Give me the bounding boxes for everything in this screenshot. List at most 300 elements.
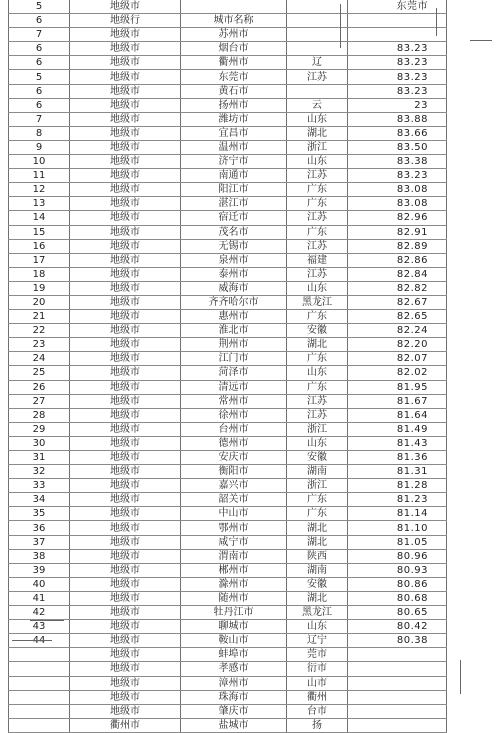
cell-city: 常州市 xyxy=(181,394,287,408)
cell-type: 地级市 xyxy=(70,479,181,493)
cell-rank: 12 xyxy=(9,183,70,197)
cell-city: 苏州市 xyxy=(181,28,287,42)
cell-city: 嘉兴市 xyxy=(181,479,287,493)
cell-province: 江苏 xyxy=(287,211,348,225)
table-row xyxy=(9,324,447,338)
cell-province: 浙江 xyxy=(287,479,348,493)
cell-rank: 17 xyxy=(9,253,70,267)
cell-type: 地级市 xyxy=(70,324,181,338)
cell-rank: 8 xyxy=(9,126,70,140)
cell-type: 地级市 xyxy=(70,225,181,239)
cell-rank xyxy=(9,718,70,732)
cell-rank: 21 xyxy=(9,310,70,324)
cell-province: 湖北 xyxy=(287,535,348,549)
cell-province: 山市 xyxy=(287,676,348,690)
cell-province: 江苏 xyxy=(287,408,348,422)
cell-score: 83.88 xyxy=(348,112,447,126)
cell-rank: 16 xyxy=(9,239,70,253)
cell-type: 衢州市 xyxy=(70,718,181,732)
cell-city: 盐城市 xyxy=(181,718,287,732)
cell-rank: 30 xyxy=(9,436,70,450)
table-row xyxy=(9,535,447,549)
table-row xyxy=(9,253,447,267)
cell-type: 地级市 xyxy=(70,169,181,183)
cell-city: 渭南市 xyxy=(181,549,287,563)
cell-city: 随州市 xyxy=(181,591,287,605)
table-row xyxy=(9,549,447,563)
cell-type: 地级市 xyxy=(70,140,181,154)
cell-score: 83.38 xyxy=(348,155,447,169)
cell-rank: 6 xyxy=(9,84,70,98)
cell-type: 地级市 xyxy=(70,380,181,394)
cell-province: 广东 xyxy=(287,380,348,394)
cell-province: 莞市 xyxy=(287,648,348,662)
cell-province: 山东 xyxy=(287,620,348,634)
table-row xyxy=(9,648,447,662)
cell-rank: 26 xyxy=(9,380,70,394)
cell-city: 清远市 xyxy=(181,380,287,394)
cell-province: 山东 xyxy=(287,436,348,450)
table-row xyxy=(9,225,447,239)
cell-rank: 43 xyxy=(9,620,70,634)
table-row xyxy=(9,183,447,197)
cell-type: 地级市 xyxy=(70,295,181,309)
cell-rank: 31 xyxy=(9,451,70,465)
cell-type: 地级市 xyxy=(70,648,181,662)
table-row xyxy=(9,84,447,98)
cell-rank: 25 xyxy=(9,366,70,380)
table-row xyxy=(9,28,447,42)
cell-province xyxy=(287,28,348,42)
cell-city: 蚌埠市 xyxy=(181,648,287,662)
cell-score: 81.64 xyxy=(348,408,447,422)
cell-city: 泰州市 xyxy=(181,267,287,281)
cell-province: 湖北 xyxy=(287,338,348,352)
cell-type: 地级市 xyxy=(70,267,181,281)
cell-city: 鞍山市 xyxy=(181,634,287,648)
cell-rank xyxy=(9,662,70,676)
cell-city xyxy=(181,0,287,14)
cell-province: 辽宁 xyxy=(287,634,348,648)
cell-province xyxy=(287,42,348,56)
cell-type: 地级市 xyxy=(70,28,181,42)
cell-type: 地级市 xyxy=(70,126,181,140)
table-row xyxy=(9,606,447,620)
cell-rank: 36 xyxy=(9,521,70,535)
cell-type: 地级市 xyxy=(70,211,181,225)
table-row xyxy=(9,676,447,690)
cell-province: 安徽 xyxy=(287,324,348,338)
cell-rank xyxy=(9,648,70,662)
cell-city: 潍坊市 xyxy=(181,112,287,126)
cell-score: 80.93 xyxy=(348,563,447,577)
cell-score: 80.65 xyxy=(348,606,447,620)
cell-rank: 5 xyxy=(9,0,70,14)
cell-city: 中山市 xyxy=(181,507,287,521)
cell-type: 地级市 xyxy=(70,310,181,324)
cell-province: 山东 xyxy=(287,112,348,126)
cell-score: 81.49 xyxy=(348,422,447,436)
cell-type: 地级市 xyxy=(70,239,181,253)
cell-score: 81.43 xyxy=(348,436,447,450)
cell-type: 地级市 xyxy=(70,394,181,408)
table-row xyxy=(9,310,447,324)
cell-score: 82.20 xyxy=(348,338,447,352)
cell-province: 安徽 xyxy=(287,577,348,591)
cell-rank: 23 xyxy=(9,338,70,352)
cell-rank: 33 xyxy=(9,479,70,493)
cell-city: 聊城市 xyxy=(181,620,287,634)
cell-score: 83.23 xyxy=(348,70,447,84)
cell-city: 扬州市 xyxy=(181,98,287,112)
cell-score: 82.89 xyxy=(348,239,447,253)
cell-score: 81.36 xyxy=(348,451,447,465)
cell-score: 东莞市 xyxy=(348,0,447,14)
cell-city: 咸宁市 xyxy=(181,535,287,549)
cell-rank: 37 xyxy=(9,535,70,549)
cell-type: 地级市 xyxy=(70,451,181,465)
cell-rank: 6 xyxy=(9,14,70,28)
table-row xyxy=(9,465,447,479)
table-row xyxy=(9,98,447,112)
cell-type: 地级市 xyxy=(70,112,181,126)
cell-type: 地级市 xyxy=(70,606,181,620)
cell-province: 广东 xyxy=(287,197,348,211)
table-row xyxy=(9,634,447,648)
cell-rank xyxy=(9,676,70,690)
cell-city: 东莞市 xyxy=(181,70,287,84)
table-row xyxy=(9,352,447,366)
cell-city: 郴州市 xyxy=(181,563,287,577)
cell-type: 地级市 xyxy=(70,0,181,14)
cell-score xyxy=(348,704,447,718)
cell-city: 漳州市 xyxy=(181,676,287,690)
cell-province xyxy=(287,84,348,98)
cell-province: 台市 xyxy=(287,704,348,718)
cell-rank: 20 xyxy=(9,295,70,309)
cell-score xyxy=(348,28,447,42)
cell-province: 福建 xyxy=(287,253,348,267)
table-row xyxy=(9,591,447,605)
cell-city: 齐齐哈尔市 xyxy=(181,295,287,309)
table-row xyxy=(9,70,447,84)
table-row xyxy=(9,704,447,718)
cell-province: 江苏 xyxy=(287,169,348,183)
cell-rank xyxy=(9,690,70,704)
cell-rank: 5 xyxy=(9,70,70,84)
cell-score: 81.67 xyxy=(348,394,447,408)
table-row xyxy=(9,422,447,436)
table-row xyxy=(9,436,447,450)
table-row xyxy=(9,479,447,493)
cell-city: 黄石市 xyxy=(181,84,287,98)
table-row xyxy=(9,281,447,295)
cell-score: 82.91 xyxy=(348,225,447,239)
cell-rank: 38 xyxy=(9,549,70,563)
cell-city: 韶关市 xyxy=(181,493,287,507)
cell-city: 菏泽市 xyxy=(181,366,287,380)
cell-score: 83.50 xyxy=(348,140,447,154)
cell-city: 宿迁市 xyxy=(181,211,287,225)
cell-type: 地级市 xyxy=(70,620,181,634)
cell-province: 扬 xyxy=(287,718,348,732)
cell-rank: 34 xyxy=(9,493,70,507)
cell-city: 阳江市 xyxy=(181,183,287,197)
cell-city: 安庆市 xyxy=(181,451,287,465)
cell-rank: 14 xyxy=(9,211,70,225)
cell-score: 82.96 xyxy=(348,211,447,225)
cell-city: 孝感市 xyxy=(181,662,287,676)
table-row xyxy=(9,140,447,154)
cell-city: 泉州市 xyxy=(181,253,287,267)
cell-type: 地级市 xyxy=(70,535,181,549)
table-row xyxy=(9,451,447,465)
cell-type: 地级市 xyxy=(70,690,181,704)
cell-score: 82.82 xyxy=(348,281,447,295)
cell-type: 地级市 xyxy=(70,422,181,436)
cell-score: 83.23 xyxy=(348,42,447,56)
cell-province: 山东 xyxy=(287,366,348,380)
cell-rank: 42 xyxy=(9,606,70,620)
cell-province: 湖北 xyxy=(287,521,348,535)
cell-city: 滁州市 xyxy=(181,577,287,591)
cell-province: 浙江 xyxy=(287,422,348,436)
table-row xyxy=(9,267,447,281)
cell-type: 地级市 xyxy=(70,338,181,352)
cell-city: 湛江市 xyxy=(181,197,287,211)
cell-rank: 29 xyxy=(9,422,70,436)
table-row xyxy=(9,620,447,634)
cell-province: 广东 xyxy=(287,352,348,366)
cell-score xyxy=(348,662,447,676)
cell-rank: 41 xyxy=(9,591,70,605)
cell-type: 地级市 xyxy=(70,591,181,605)
cell-city: 淮北市 xyxy=(181,324,287,338)
cell-city: 威海市 xyxy=(181,281,287,295)
table-row xyxy=(9,155,447,169)
cell-score: 83.23 xyxy=(348,56,447,70)
scribble-mark xyxy=(436,8,437,36)
cell-score: 82.65 xyxy=(348,310,447,324)
cell-city: 肇庆市 xyxy=(181,704,287,718)
cell-city: 宜昌市 xyxy=(181,126,287,140)
cell-city: 城市名称 xyxy=(181,14,287,28)
cell-province: 江苏 xyxy=(287,394,348,408)
cell-city: 无锡市 xyxy=(181,239,287,253)
cell-score: 81.95 xyxy=(348,380,447,394)
cell-province: 衢州 xyxy=(287,690,348,704)
cell-city: 南通市 xyxy=(181,169,287,183)
cell-province: 江苏 xyxy=(287,267,348,281)
cell-type: 地级市 xyxy=(70,465,181,479)
cell-province: 黑龙江 xyxy=(287,606,348,620)
table-row xyxy=(9,338,447,352)
cell-type: 地级市 xyxy=(70,634,181,648)
table-row xyxy=(9,56,447,70)
cell-type: 地级市 xyxy=(70,42,181,56)
cell-rank: 27 xyxy=(9,394,70,408)
table-row xyxy=(9,112,447,126)
ranking-table xyxy=(8,0,447,733)
cell-type: 地级市 xyxy=(70,549,181,563)
cell-type: 地级市 xyxy=(70,98,181,112)
table-row xyxy=(9,126,447,140)
cell-type: 地级市 xyxy=(70,676,181,690)
table-row xyxy=(9,211,447,225)
scribble-mark xyxy=(340,4,341,48)
cell-type: 地级市 xyxy=(70,84,181,98)
cell-city: 茂名市 xyxy=(181,225,287,239)
cell-rank: 24 xyxy=(9,352,70,366)
cell-type: 地级市 xyxy=(70,408,181,422)
cell-rank: 6 xyxy=(9,56,70,70)
cell-province: 山东 xyxy=(287,155,348,169)
cell-province: 江苏 xyxy=(287,70,348,84)
table-row xyxy=(9,169,447,183)
ranking-table-body xyxy=(9,0,447,732)
cell-rank: 32 xyxy=(9,465,70,479)
cell-score: 82.07 xyxy=(348,352,447,366)
cell-score: 80.68 xyxy=(348,591,447,605)
table-row xyxy=(9,239,447,253)
cell-rank: 39 xyxy=(9,563,70,577)
cell-province: 广东 xyxy=(287,507,348,521)
table-row xyxy=(9,408,447,422)
table-row xyxy=(9,295,447,309)
cell-score: 83.23 xyxy=(348,169,447,183)
cell-province: 湖北 xyxy=(287,126,348,140)
cell-province: 江苏 xyxy=(287,239,348,253)
cell-province: 云 xyxy=(287,98,348,112)
cell-city: 徐州市 xyxy=(181,408,287,422)
cell-rank: 7 xyxy=(9,28,70,42)
cell-province: 安徽 xyxy=(287,451,348,465)
cell-type: 地级市 xyxy=(70,704,181,718)
table-row xyxy=(9,394,447,408)
cell-rank: 7 xyxy=(9,112,70,126)
cell-rank xyxy=(9,704,70,718)
cell-city: 江门市 xyxy=(181,352,287,366)
cell-score: 82.86 xyxy=(348,253,447,267)
table-row xyxy=(9,42,447,56)
cell-score xyxy=(348,690,447,704)
cell-province: 广东 xyxy=(287,493,348,507)
cell-province: 广东 xyxy=(287,225,348,239)
cell-province: 浙江 xyxy=(287,140,348,154)
cell-rank: 15 xyxy=(9,225,70,239)
cell-score: 81.31 xyxy=(348,465,447,479)
cell-type: 地级市 xyxy=(70,281,181,295)
cell-province: 辽 xyxy=(287,56,348,70)
table-row xyxy=(9,690,447,704)
cell-city: 牡丹江市 xyxy=(181,606,287,620)
cell-type: 地级市 xyxy=(70,56,181,70)
cell-score: 82.02 xyxy=(348,366,447,380)
cell-rank: 10 xyxy=(9,155,70,169)
cell-rank: 22 xyxy=(9,324,70,338)
table-row xyxy=(9,507,447,521)
cell-type: 地级市 xyxy=(70,662,181,676)
cell-type: 地级市 xyxy=(70,366,181,380)
cell-score: 81.28 xyxy=(348,479,447,493)
cell-score xyxy=(348,718,447,732)
cell-city: 烟台市 xyxy=(181,42,287,56)
cell-score: 81.14 xyxy=(348,507,447,521)
cell-score xyxy=(348,648,447,662)
cell-score: 81.10 xyxy=(348,521,447,535)
cell-rank: 35 xyxy=(9,507,70,521)
cell-province: 湖北 xyxy=(287,591,348,605)
cell-type: 地级市 xyxy=(70,70,181,84)
cell-rank: 13 xyxy=(9,197,70,211)
cell-province: 黑龙江 xyxy=(287,295,348,309)
cell-city: 珠海市 xyxy=(181,690,287,704)
cell-type: 地级市 xyxy=(70,352,181,366)
cell-score: 83.08 xyxy=(348,197,447,211)
cell-score: 81.23 xyxy=(348,493,447,507)
cell-city: 荆州市 xyxy=(181,338,287,352)
cell-score: 82.24 xyxy=(348,324,447,338)
cell-type: 地级市 xyxy=(70,183,181,197)
cell-rank: 18 xyxy=(9,267,70,281)
table-row xyxy=(9,493,447,507)
scribble-mark xyxy=(30,620,64,621)
cell-type: 地级市 xyxy=(70,577,181,591)
cell-province: 湖南 xyxy=(287,563,348,577)
cell-score: 83.23 xyxy=(348,84,447,98)
cell-type: 地级市 xyxy=(70,253,181,267)
cell-type: 地级市 xyxy=(70,155,181,169)
cell-city: 温州市 xyxy=(181,140,287,154)
table-row xyxy=(9,563,447,577)
cell-province xyxy=(287,0,348,14)
scribble-mark xyxy=(470,40,492,41)
cell-score xyxy=(348,14,447,28)
cell-rank: 40 xyxy=(9,577,70,591)
cell-province xyxy=(287,14,348,28)
cell-province: 衍市 xyxy=(287,662,348,676)
cell-score: 83.08 xyxy=(348,183,447,197)
cell-rank: 9 xyxy=(9,140,70,154)
table-row xyxy=(9,366,447,380)
cell-type: 地级市 xyxy=(70,507,181,521)
cell-rank: 11 xyxy=(9,169,70,183)
cell-type: 地级市 xyxy=(70,493,181,507)
cell-city: 衡阳市 xyxy=(181,465,287,479)
cell-score: 23 xyxy=(348,98,447,112)
table-row xyxy=(9,380,447,394)
cell-rank: 6 xyxy=(9,42,70,56)
cell-score: 82.67 xyxy=(348,295,447,309)
cell-score: 80.42 xyxy=(348,620,447,634)
table-row xyxy=(9,577,447,591)
table-row xyxy=(9,197,447,211)
cell-score: 82.84 xyxy=(348,267,447,281)
cell-city: 台州市 xyxy=(181,422,287,436)
cell-type: 地级市 xyxy=(70,563,181,577)
cell-score: 80.96 xyxy=(348,549,447,563)
cell-score xyxy=(348,676,447,690)
cell-province: 广东 xyxy=(287,310,348,324)
cell-city: 德州市 xyxy=(181,436,287,450)
table-row xyxy=(9,14,447,28)
cell-rank: 6 xyxy=(9,98,70,112)
table-row xyxy=(9,662,447,676)
cell-type: 地级市 xyxy=(70,521,181,535)
cell-score: 80.38 xyxy=(348,634,447,648)
cell-province: 湖南 xyxy=(287,465,348,479)
cell-province: 陕西 xyxy=(287,549,348,563)
